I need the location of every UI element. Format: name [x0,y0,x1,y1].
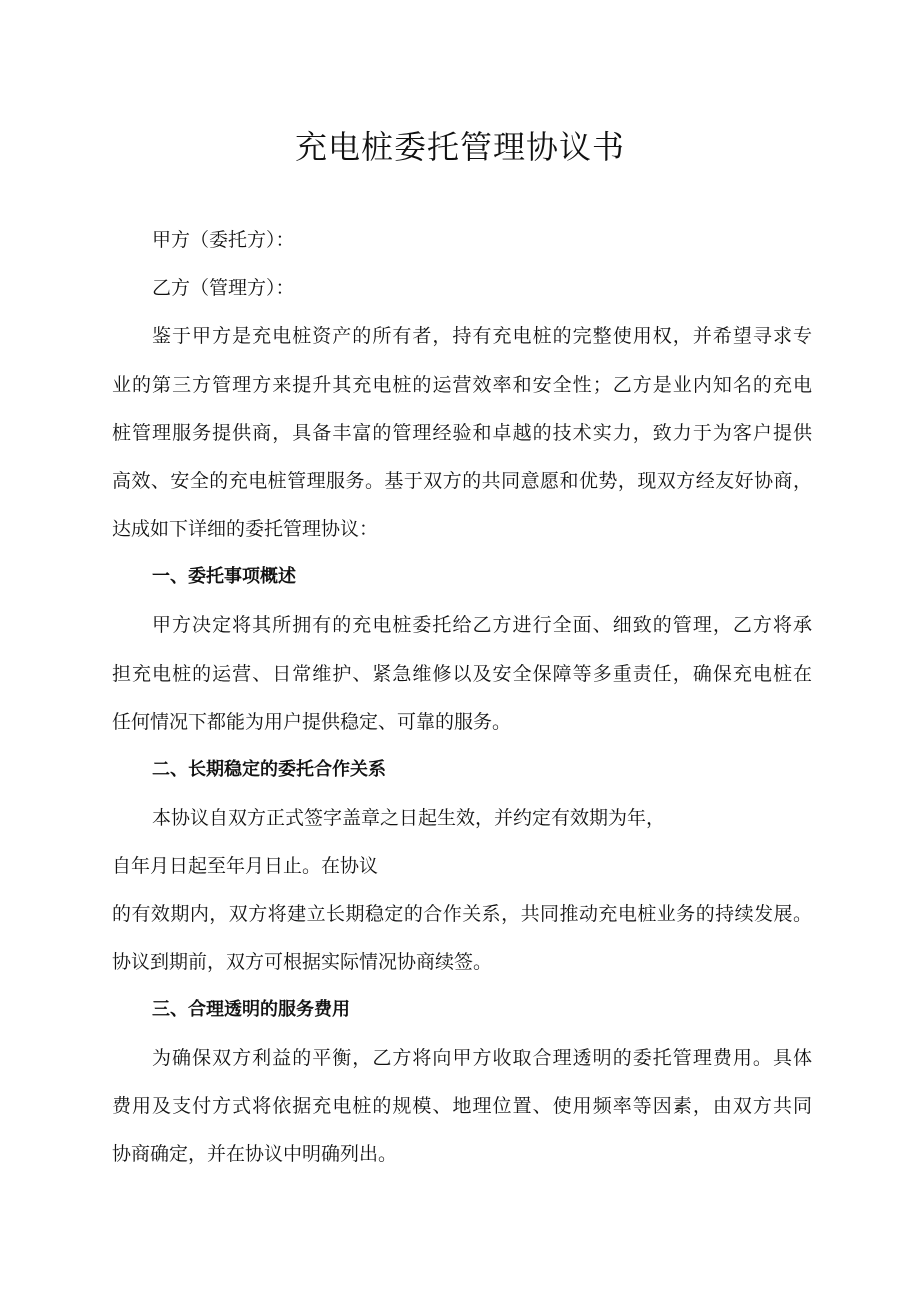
section-line: 本协议自双方正式签字盖章之日起生效，并约定有效期为年， [152,807,666,829]
preamble-line: 高效、安全的充电桩管理服务。基于双方的共同意愿和优势，现双方经友好协商， [112,470,812,492]
party-a-label: 甲方（委托方）： [152,229,295,251]
party-b-label: 乙方（管理方）： [152,277,295,299]
document-title: 充电桩委托管理协议书 [294,128,625,166]
section-heading: 二、长期稳定的委托合作关系 [152,759,386,780]
preamble-line: 鉴于甲方是充电桩资产的所有者，持有充电桩的完整使用权，并希望寻求专 [152,325,812,347]
section-line: 任何情况下都能为用户提供稳定、可靠的服务。 [112,711,512,733]
section-line: 为确保双方利益的平衡，乙方将向甲方收取合理透明的委托管理费用。具体 [152,1047,812,1069]
section-heading: 一、委托事项概述 [152,566,296,587]
section-line: 费用及支付方式将依据充电桩的规模、地理位置、使用频率等因素，由双方共同 [112,1095,812,1117]
section-line: 协议到期前，双方可根据实际情况协商续签。 [112,951,493,973]
section-heading: 三、合理透明的服务费用 [152,999,350,1020]
section-line: 自年月日起至年月日止。在协议 [112,855,379,877]
section-line: 甲方决定将其所拥有的充电桩委托给乙方进行全面、细致的管理，乙方将承 [152,614,812,636]
preamble-line: 业的第三方管理方来提升其充电桩的运营效率和安全性；乙方是业内知名的充电 [112,374,812,396]
section-line: 的有效期内，双方将建立长期稳定的合作关系，共同推动充电桩业务的持续发展。 [112,903,812,925]
section-line: 协商确定，并在协议中明确列出。 [112,1143,398,1165]
preamble-line: 达成如下详细的委托管理协议： [112,518,379,540]
section-line: 担充电桩的运营、日常维护、紧急维修以及安全保障等多重责任，确保充电桩在 [112,663,812,685]
preamble-line: 桩管理服务提供商，具备丰富的管理经验和卓越的技术实力，致力于为客户提供 [112,422,812,444]
